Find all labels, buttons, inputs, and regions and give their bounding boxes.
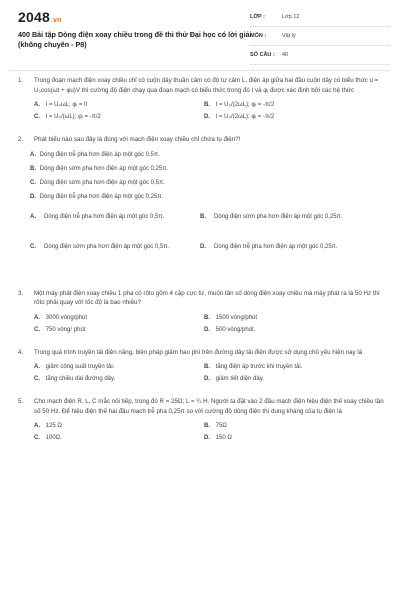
option-letter: A. (34, 314, 40, 321)
option-letter: A. (34, 364, 40, 370)
options-row (34, 314, 386, 326)
list-option-d[interactable] (30, 193, 386, 207)
option-text: giảm công suất truyền tải. (45, 364, 115, 370)
question-5 (18, 397, 386, 446)
option-text: 3000 vòng/phút (45, 314, 88, 321)
options-grid (34, 363, 386, 387)
option-text: I = U₀/(2ωL); φᵢ = -π/2 (215, 102, 275, 108)
options-row (34, 434, 386, 446)
question-4 (18, 348, 386, 388)
options-row (34, 326, 386, 338)
option-text: 500 vòng/phút. (215, 326, 256, 333)
option-letter: C. (34, 114, 40, 120)
option-letter: B. (204, 102, 210, 108)
option-letter: D. (204, 376, 210, 382)
option-text: Dòng điện trễ pha hơn điện áp một góc 0,25π. (214, 243, 338, 250)
option-b[interactable] (204, 363, 384, 372)
question-number: 1. (18, 77, 24, 84)
meta-row-class (250, 12, 390, 27)
option-letter: D. (204, 114, 210, 120)
question-3 (18, 289, 386, 338)
option-a[interactable] (34, 101, 214, 110)
option-b[interactable] (204, 101, 384, 110)
option-d[interactable] (204, 113, 384, 122)
option-text: Dòng điện sớm pha hơn điện áp một góc 0,25π. (214, 213, 343, 220)
option-text: Dòng điện sớm pha hơn điện áp một góc 0,5π. (44, 243, 170, 250)
question-number: 4. (18, 348, 24, 356)
option-text: 100Ω. (45, 435, 62, 441)
meta-key: LỚP : (250, 14, 265, 20)
options-row (34, 101, 386, 113)
option-letter: B. (204, 364, 210, 370)
list-option-a[interactable] (30, 151, 386, 165)
meta-value: 40 (282, 52, 289, 58)
option-c[interactable] (34, 434, 214, 443)
option-letter: B. (204, 314, 210, 321)
option-text: giảm tiết diện dây. (215, 376, 264, 382)
logo-main: 2048 (18, 9, 50, 25)
option-text: Dòng điện trễ pha hơn điện áp một góc 0,5π. (39, 151, 160, 158)
list-option-b[interactable] (30, 165, 386, 179)
option-b[interactable] (200, 213, 365, 222)
option-letter: C. (34, 376, 40, 382)
meta-key: SỐ CÂU : (250, 52, 275, 58)
option-text: tăng chiều dài đường dây. (45, 376, 116, 382)
option-text: 750 vòng/ phút (45, 326, 86, 333)
options-row (34, 422, 386, 434)
list-option-c[interactable] (30, 179, 386, 193)
option-d[interactable] (204, 434, 384, 443)
question-text: Trong quá trình truyền tải điện năng, biện pháp giảm hao phí trên đường dây tải điện được sử dụng chủ yếu hiện nay là (34, 348, 363, 356)
meta-row-count (250, 50, 390, 65)
option-d[interactable] (204, 326, 384, 335)
option-d[interactable] (200, 243, 365, 252)
option-text: I = U₀/(ωL); φᵢ = -π/2 (45, 114, 101, 120)
option-letter: D. (204, 435, 210, 441)
option-text: 1500 vòng/phút (215, 314, 258, 321)
option-c[interactable] (34, 326, 214, 335)
option-b[interactable] (204, 314, 384, 323)
option-letter: C. (34, 435, 40, 441)
option-letter: C. (34, 326, 40, 333)
option-text: 150 Ω (215, 435, 232, 441)
options-grid (34, 422, 386, 446)
site-logo[interactable] (18, 9, 62, 25)
question-text: Một máy phát điện xoay chiều 1 pha có rôto gồm 4 cặp cực từ, muốn tần số dòng điện xoay chiều mà máy phát ra là 50 Hz thì rôto phải quay với tốc độ là bao nhiêu? (34, 289, 380, 306)
meta-value: Vật lý (282, 33, 296, 39)
option-letter: B. (200, 213, 206, 220)
option-a[interactable] (30, 213, 195, 222)
option-c[interactable] (34, 113, 214, 122)
option-letter: A. (30, 213, 36, 220)
option-letter: B. (204, 423, 210, 429)
question-text: Cho mạch điện R, L, C mắc nối tiếp, trong đó R = 25Ω; L = ¼ H. Người ta đặt vào 2 đầu mạch điện hiệu điện thế xoay chiều tần số 50 Hz. Để hiệu điện thế hai đầu mạch trễ pha 0,25π so với cường độ dòng điện thì dung kháng của tụ điện là (34, 398, 384, 415)
option-letter: D. (30, 193, 36, 200)
questions-list (0, 76, 400, 446)
question-text: Trong đoạn mạch điện xoay chiều chỉ có cuộn dây thuần cảm có độ tự cảm L, điện áp giữa hai đầu cuộn dây có biểu thức u = U₀cos(ωt + φu)V thì cường độ điện chạy qua đoạn mạch có biểu thức trong đó I và φᵢ được xác định bởi các hệ thức (34, 77, 379, 94)
question-number: 3. (18, 289, 24, 297)
question-head (18, 76, 386, 95)
options-row (34, 363, 386, 375)
meta-key: MÔN : (250, 33, 267, 39)
option-text: Dòng điện trễ pha hơn điện áp một góc 0,5π. (44, 213, 165, 220)
question-head (18, 397, 386, 416)
meta-value: Lớp 12 (282, 14, 300, 20)
option-letter: A. (34, 102, 40, 108)
option-text: Dòng điện sớm pha hơn điện áp một góc 0,25π. (39, 165, 169, 172)
option-text: 125 Ω (45, 423, 62, 429)
question-head (18, 348, 386, 358)
option-c[interactable] (34, 375, 214, 384)
question-2 (18, 135, 386, 279)
document-title: 400 Bài tập Dòng điện xoay chiều trong đề thi thử Đại học có lời giải (không chuyên - P8) (18, 30, 252, 49)
option-letter: A. (34, 423, 40, 429)
option-letter: C. (30, 179, 36, 186)
option-text: I = U₀ωL; φᵢ = 0 (45, 102, 88, 108)
option-d[interactable] (204, 375, 384, 384)
option-a[interactable] (34, 314, 214, 323)
options-row (34, 113, 386, 125)
question-head (18, 135, 386, 145)
meta-row-subject (250, 31, 390, 46)
option-text: tăng điện áp trước khi truyền tải. (215, 364, 303, 370)
options-grid (34, 101, 386, 125)
option-text: I = U₀/(2ωL); φᵢ = -π/2 (215, 114, 275, 120)
option-letter: D. (200, 243, 206, 250)
question-number: 2. (18, 136, 24, 143)
options-row (34, 375, 386, 387)
option-text: 75Ω (215, 423, 227, 429)
option-letter: C. (30, 243, 36, 250)
options-list (30, 151, 386, 207)
question-1 (18, 76, 386, 125)
logo-suffix: .vn (50, 17, 62, 24)
option-a[interactable] (34, 422, 214, 431)
option-text: Dòng điện trễ pha hơn điện áp một góc 0,25π. (39, 193, 164, 200)
option-text: Dòng điện sớm pha hơn điện áp một góc 0,5π. (39, 179, 165, 186)
option-letter: D. (204, 326, 210, 333)
option-letter: B. (30, 165, 36, 172)
question-head (18, 289, 386, 308)
question-text: Phát biểu nào sau đây là đúng với mạch điện xoay chiều chỉ chứa tụ điện?! (34, 136, 241, 143)
option-c[interactable] (30, 243, 195, 252)
option-a[interactable] (34, 363, 214, 372)
options-grid (30, 213, 386, 279)
meta-panel (250, 12, 390, 69)
option-letter: A. (30, 151, 36, 158)
header (0, 0, 400, 66)
header-divider (10, 70, 390, 71)
question-number: 5. (18, 398, 24, 405)
options-grid (34, 314, 386, 338)
option-b[interactable] (204, 422, 384, 431)
